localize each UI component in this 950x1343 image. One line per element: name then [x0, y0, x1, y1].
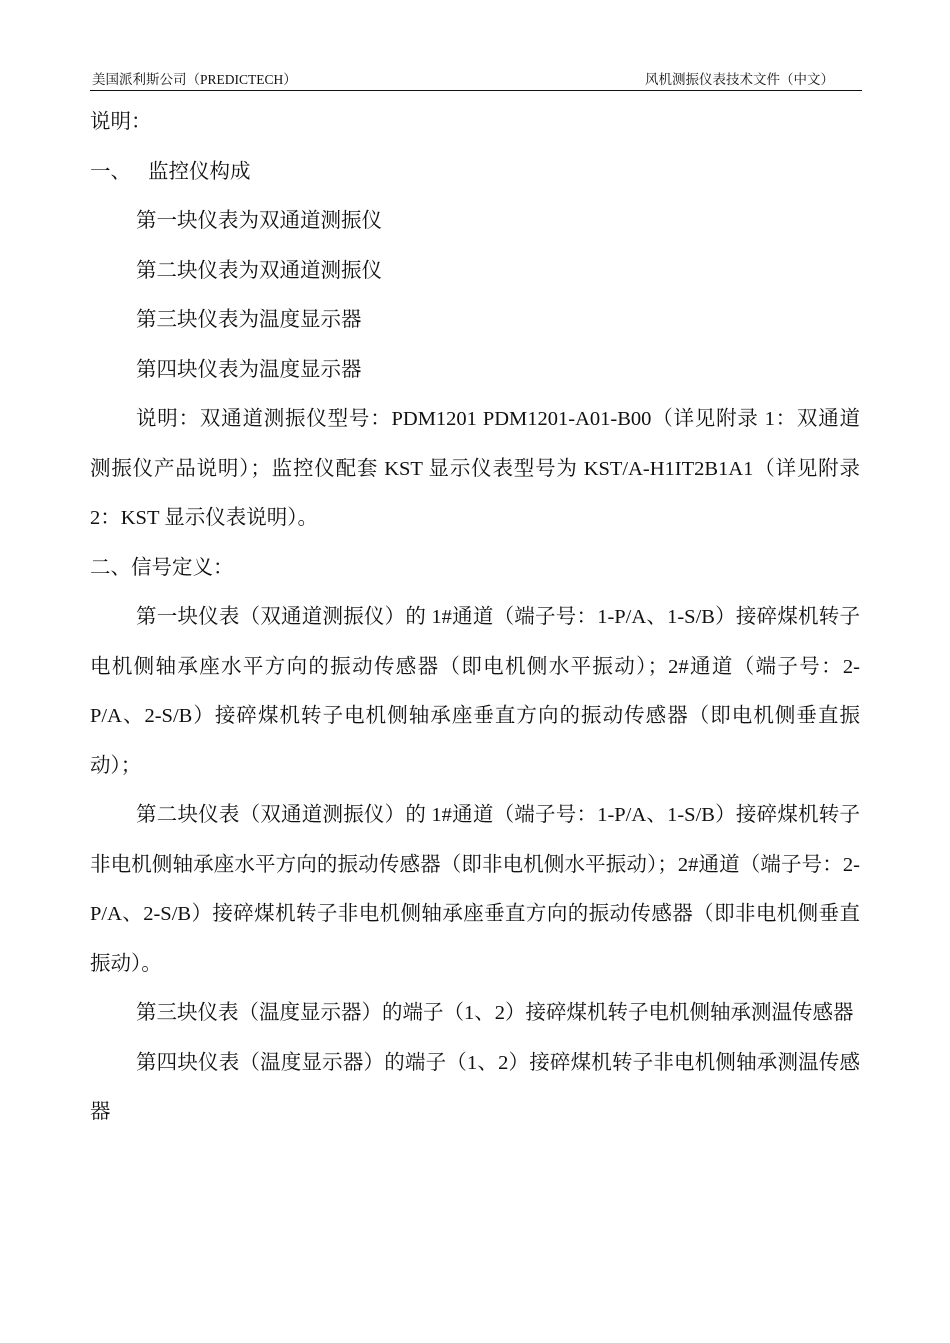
header-document-title: 风机测振仪表技术文件（中文） [645, 72, 834, 87]
section-1-title: 监控仪构成 [148, 160, 251, 183]
section-2-heading: 二、信号定义： [90, 556, 234, 579]
meter-item-4: 第四块仪表为温度显示器 [136, 358, 362, 381]
definition-paragraph-2: 第二块仪表（双通道测振仪）的 1#通道（端子号：1-P/A、1-S/B）接碎煤机转子非电机侧轴承座水平方向的振动传感器（即非电机侧水平振动）；2#通道（端子号：2-P/A、2-S/B）接碎煤机转子非电机侧轴承座垂直方向的振动传感器（即非电机侧垂直振动）。 [90, 804, 860, 975]
meter-item-3: 第三块仪表为温度显示器 [136, 309, 362, 331]
intro-label: 说明： [90, 111, 152, 133]
header-company: 美国派利斯公司（PREDICTECH） [92, 72, 297, 87]
section-1-number: 一、 [90, 160, 131, 183]
definition-paragraph-3: 第三块仪表（温度显示器）的端子（1、2）接碎煤机转子电机侧轴承测温传感器 [136, 1002, 854, 1024]
definition-paragraph-4: 第四块仪表（温度显示器）的端子（1、2）接碎煤机转子非电机侧轴承测温传感器 [90, 1051, 860, 1123]
section-1-heading [90, 148, 860, 198]
model-note-paragraph: 说明：双通道测振仪型号：PDM1201 PDM1201-A01-B00（详见附录 1：双通道测振仪产品说明）；监控仪配套 KST 显示仪表型号为 KST/A-H1IT2B1A1（详见附录 2：KST 显示仪表说明）。 [90, 408, 860, 529]
page-header [90, 70, 862, 91]
document-body [90, 98, 860, 1138]
meter-item-2: 第二块仪表为双通道测振仪 [136, 259, 382, 282]
definition-paragraph-1: 第一块仪表（双通道测振仪）的 1#通道（端子号：1-P/A、1-S/B）接碎煤机转子电机侧轴承座水平方向的振动传感器（即电机侧水平振动）；2#通道（端子号：2-P/A、2-S/B）接碎煤机转子电机侧轴承座垂直方向的振动传感器（即电机侧垂直振动）； [90, 606, 860, 777]
meter-item-1: 第一块仪表为双通道测振仪 [136, 210, 382, 232]
